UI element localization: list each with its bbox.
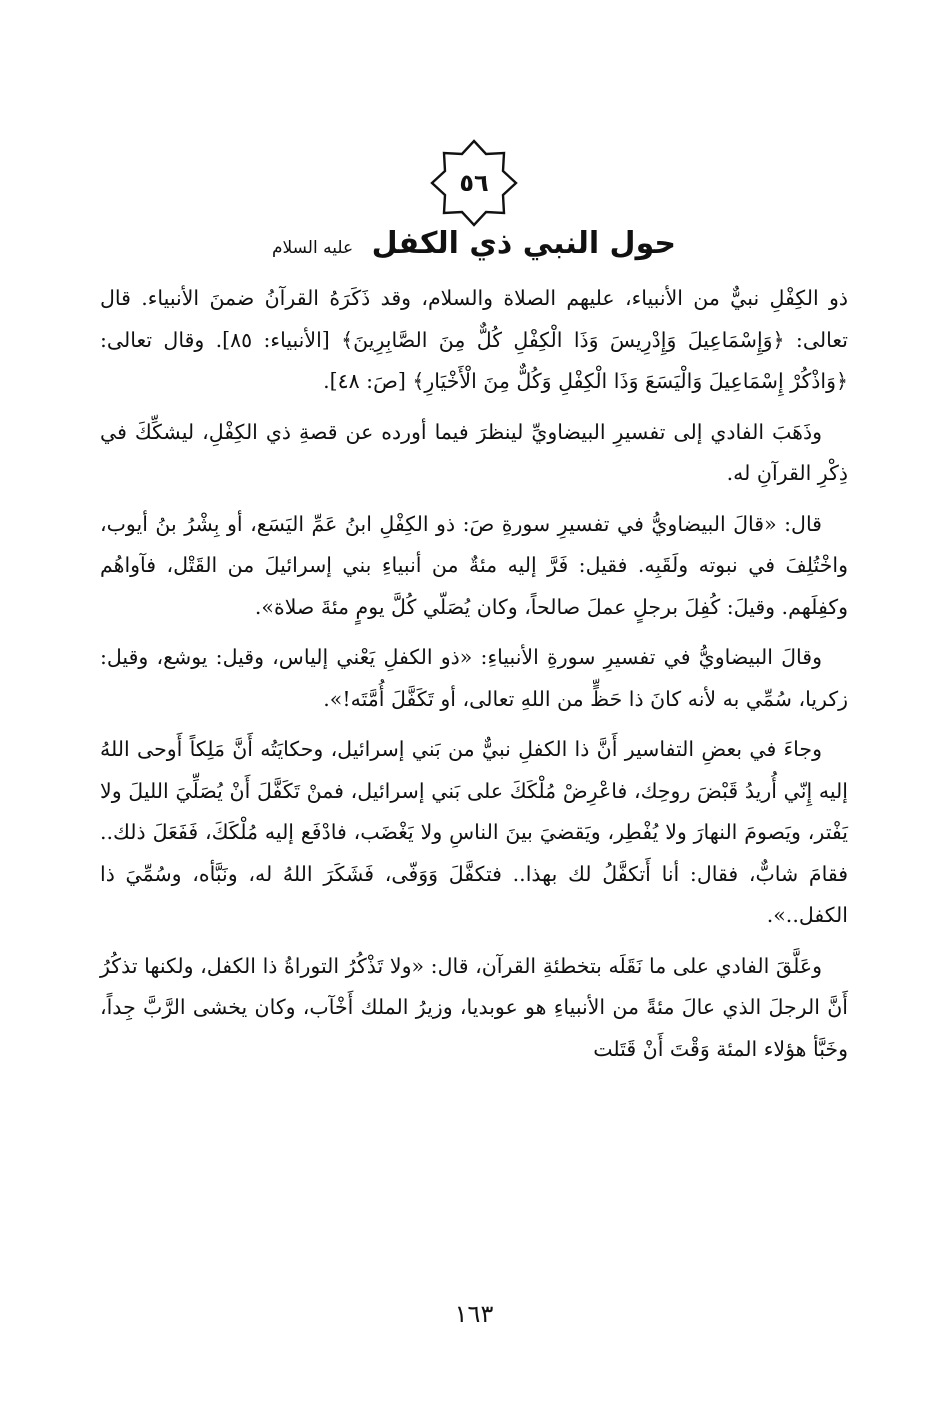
paragraph-5: وجاءَ في بعضِ التفاسير أَنَّ ذا الكفلِ نبيٌّ من بَني إسرائيل، وحكايَتُه أَنَّ مَلِكاً أَوحى اللهُ إليه إِنّي أُريدُ قَبْضَ روحِك، فاعْرِضْ مُلْكَكَ على بَني إسرائيل، فمنْ تَكَفَّلَ أَنْ يُصَلِّيَ الليلَ ولا يَفْتر، ويَصومَ النهارَ ولا يُفْطِر، ويَقضيَ بينَ الناسِ ولا يَغْضَب، فادْفَع إليه مُلْكَكَ، فَفَعَلَ ذلك.. فقامَ شابٌّ، فقال: أنا أَتكفَّلُ لك بهذا.. فتكفَّلَ وَوَفّى، فَشَكَرَ اللهُ له، ونَبَّأه، وسُمِّيَ ذا الكفل..». — [100, 737, 848, 927]
body-text — [100, 278, 848, 1079]
page-number: ١٦٣ — [454, 1300, 494, 1328]
paragraph-2: وذَهَبَ الفادي إلى تفسيرِ البيضاويِّ لينظرَ فيما أورده عن قصةِ ذي الكِفْلِ، ليشكِّكَ في ذِكْرِ القرآنِ له. — [100, 419, 848, 485]
paragraph-6: وعَلَّقَ الفادي على ما نَقَلَه بتخطئةِ القرآن، قال: «ولا تَذْكُرُ التوراةُ ذا الكفل، ولكنها تذكُرُ أَنَّ الرجلَ الذي عالَ مئةً من الأنبياءِ هو عوبديا، وزيرُ الملك أَخْآب، وكان يخشى الرَّبَّ جِداً، وخَبَّأ هؤلاء المئة وَقْتَ أَنْ قَتَلت — [100, 953, 848, 1061]
paragraph-4: وقالَ البيضاويُّ في تفسيرِ سورةِ الأنبياءِ: «ذو الكفلِ يَعْني إلياس، وقيل: يوشع، وقيل: زكريا، سُمِّي به لأنه كانَ ذا حَظٍّ من اللهِ تعالى، أو تَكَفَّلَ أُمَّتَه!». — [100, 645, 848, 711]
paragraph-3: قال: «قالَ البيضاويُّ في تفسيرِ سورةِ صَ: ذو الكِفْلِ ابنُ عَمِّ اليَسَع، أو بِشْرُ بنُ أيوب، واخْتُلِفَ في نبوته ولَقَبِه. فقيل: فَرَّ إليه مئةٌ من أنبياءِ بني إسرائيلَ من القَتْل، فآواهُم وكفِلَهم. وقيلَ: كُفِلَ برجلٍ عملَ صالحاً، وكان يُصَلّي كُلَّ يومٍ مئةَ صلاة». — [100, 511, 848, 619]
chapter-number: ٥٦ — [459, 169, 489, 197]
title-honorific: عليه السلام — [271, 238, 354, 258]
page-title — [150, 222, 798, 270]
title-text: حول النبي ذي الكفل — [371, 226, 677, 261]
paragraph-1: ذو الكِفْلِ نبيٌّ من الأنبياء، عليهم الصلاة والسلام، وقد ذَكَرَهُ القرآنُ ضمنَ الأنبياء. قال تعالى: ﴿وَإِسْمَاعِيلَ وَإِدْرِيسَ وَذَا الْكِفْلِ كُلٌّ مِنَ الصَّابِرِينَ﴾ [الأنبياء: ٨٥]. وقال تعالى: ﴿وَاذْكُرْ إِسْمَاعِيلَ وَالْيَسَعَ وَذَا الْكِفْلِ وَكُلٌّ مِنَ الْأَخْيَارِ﴾ [صَ: ٤٨]. — [100, 286, 848, 393]
